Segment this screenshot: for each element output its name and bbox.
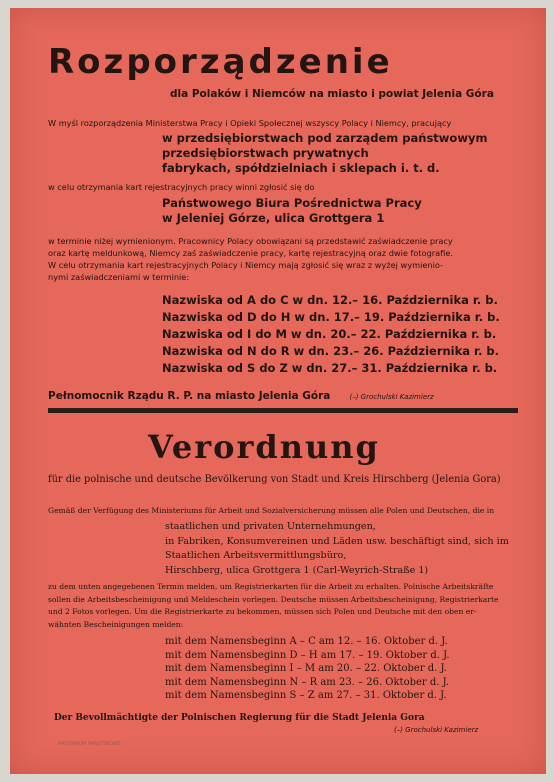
german-workplace-line: staatlichen und privaten Unternehmungen, — [165, 521, 376, 532]
polish-subtitle: dla Polaków i Niemców na miasto i powiat Jelenia Góra — [170, 88, 494, 100]
polish-title: Rozporządzenie — [48, 42, 393, 82]
german-title: Verordnung — [148, 428, 380, 466]
german-schedule-row: mit dem Namensbeginn A – C am 12. – 16. Oktober d. J. — [165, 636, 448, 647]
german-body-line: und 2 Fotos vorlegen. Um die Registrierkarte zu bekommen, müssen sich Polen und Deutsche mit den oben er- — [48, 607, 477, 616]
polish-body-line: W celu otrzymania kart rejestracyjnych Polacy i Niemcy mają zgłosić się wraz z wyżej wymienio- — [48, 260, 443, 270]
polish-signature-block — [48, 384, 434, 403]
polish-signer: (–) Grochulski Kazimierz — [349, 393, 434, 401]
polish-schedule — [162, 293, 500, 378]
polish-office-line: w Jeleniej Górze, ulica Grottgera 1 — [162, 211, 385, 225]
german-signature: Der Bevollmächtigte der Polnischen Regierung für die Stadt Jelenia Gora — [54, 713, 425, 723]
german-schedule-row: mit dem Namensbeginn N – R am 23. – 26. Oktober d. J. — [165, 676, 450, 688]
polish-schedule-row: Nazwiska od N do R w dn. 23.– 26. Października r. b. — [162, 344, 500, 358]
section-divider — [48, 408, 518, 413]
polish-schedule-row: Nazwiska od D do H w dn. 17.– 19. Października r. b. — [162, 310, 500, 324]
polish-purpose: w celu otrzymania kart rejestracyjnych pracy winni zgłosić się do — [48, 182, 315, 192]
german-body — [48, 581, 499, 631]
polish-workplace-line: fabrykach, spółdzielniach i sklepach i. t. d. — [162, 161, 440, 175]
polish-schedule-row: Nazwiska od I do M w dn. 20.– 22. Października r. b. — [162, 327, 497, 341]
polish-office-line: Państwowego Biura Pośrednictwa Pracy — [162, 196, 422, 210]
poster — [10, 8, 546, 774]
german-schedule-row: mit dem Namensbeginn D – H am 17. – 19. Oktober d. J. — [165, 649, 450, 661]
polish-workplaces — [162, 131, 487, 176]
german-schedule-row: mit dem Namensbeginn I – M am 20. – 22. Oktober d. J. — [165, 663, 447, 675]
german-workplace-line: Hirschberg, ulica Grottgera 1 (Carl-Weyrich-Straße 1) — [165, 564, 429, 576]
german-body-line: wähnten Bescheinigungen melden: — [48, 619, 184, 629]
german-workplaces — [165, 520, 509, 578]
german-workplace-line: in Fabriken, Konsumvereinen und Läden usw. beschäftigt sind, sich im — [165, 535, 509, 547]
polish-body-line: w terminie niżej wymienionym. Pracownicy Polacy obowiązani są przedstawić zaświadczenie pracy — [48, 236, 453, 246]
polish-schedule-row: Nazwiska od S do Z w dn. 27.– 31. Października r. b. — [162, 361, 498, 375]
polish-workplace-line: w przedsiębiorstwach pod zarządem państwowym — [162, 131, 488, 145]
german-body-line: sollen die Arbeitsbescheinigung und Meldeschein vorlegen. Deutsche müssen Arbeitsbescheinigung, Registrierkarte — [48, 594, 499, 604]
german-signer: (–) Grochulski Kazimierz — [394, 726, 479, 734]
polish-workplace-line: przedsiębiorstwach prywatnych — [162, 146, 369, 160]
german-schedule-row: mit dem Namensbeginn S – Z am 27. – 31. Oktober d. J. — [165, 690, 447, 702]
german-subtitle: für die polnische und deutsche Bevölkerung von Stadt und Kreis Hirschberg (Jelenia Gora) — [48, 474, 501, 485]
polish-schedule-row: Nazwiska od A do C w dn. 12.– 16. Października r. b. — [162, 293, 498, 307]
polish-signature: Pełnomocnik Rządu R. P. na miasto Jelenia Góra — [48, 390, 331, 402]
polish-body — [48, 235, 453, 283]
german-intro: Gemäß der Verfügung des Ministeriums für Arbeit und Sozialversicherung müssen alle Polen und Deutschen, die in — [48, 506, 495, 515]
polish-body-line: nymi zaświadczeniami w terminie: — [48, 272, 190, 282]
polish-body-line: oraz kartę meldunkową, Niemcy zaś zaświadczenie pracy, kartę rejestracyjną oraz dwie fotografie. — [48, 248, 453, 258]
polish-office — [162, 196, 422, 226]
archive-stamp: ARCHIWUM PAŃSTWOWE — [58, 741, 121, 747]
german-workplace-line: Staatlichen Arbeitsvermittlungsbüro, — [165, 550, 347, 561]
german-body-line: zu dem unten angegebenen Termin melden, um Registrierkarten für die Arbeit zu erhalten. Polnische Arbeitskräfte — [48, 582, 494, 591]
german-schedule — [165, 636, 450, 704]
polish-intro: W myśl rozporządzenia Ministerstwa Pracy i Opieki Społecznej wszyscy Polacy i Niemcy, pracujący — [48, 118, 452, 128]
